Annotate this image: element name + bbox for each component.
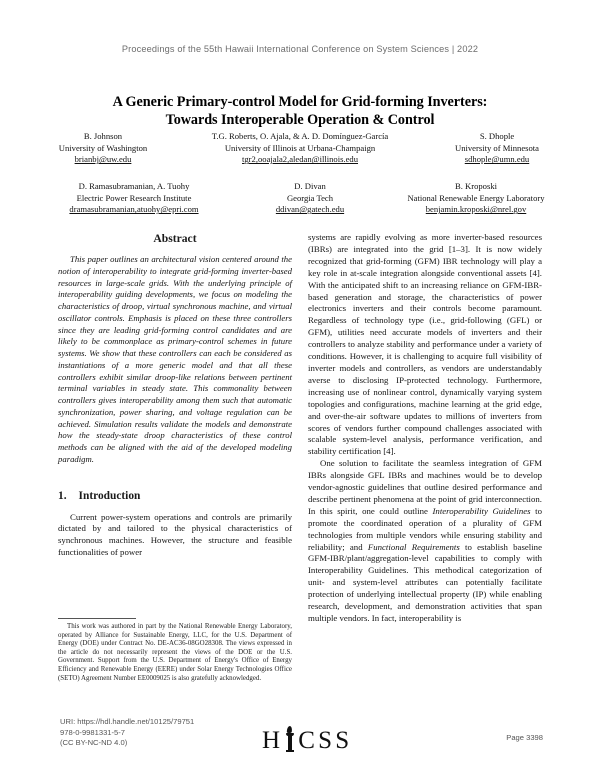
author-email[interactable]: ddivan@gatech.edu [275,204,345,215]
author-block-johnson [35,131,171,166]
footer-license: (CC BY-NC-ND 4.0) [60,738,128,748]
par2-text-a: One solution to facilitate the seamless integration of GFM IBRs alongside GFL IBRs and machines would be to develop vendor-agnostic guidelines that outline desired performance and describe pertinent phenomena at the point of grid interconnection. In this spirit, one could outline [308,458,542,516]
author-email[interactable]: tgr2,ooajala2,aledan@illinois.edu [241,154,359,165]
intro-paragraph-right-continued: systems are rapidly evolving as more inverter-based resources (IBRs) are integrated into the grid [1–3]. It is now widely recognized that grid-forming (GFM) IBR technology will play a key role in at-scale integration alongside conventional assets [4]. With the anticipated shift to an increasing reliance on GFM-IBR-based generation and storage, the characteristics of power electronics inverters and their controls become paramount. Regardless of technology type (i.e., grid-following (GFL) or GFM), utilities need accurate models of inverters and their controllers to analyze stability and performance under a variety of conditions. However, it is challenging to acquire full visibility of inverter models and controllers, as vendors are understandably averse to disclosing IP-protected technology. Furthermore, increasing use of nonlinear control, dynamically varying system topologies and configurations, machine learning at the grid edge, and over-the-air software updates to millions of inverters from scores of vendors further compound challenges associated with scalable system-level analysis, performance verification, and stability certification [4]. [308,232,542,457]
author-affiliation: Georgia Tech [286,192,334,203]
author-affiliation: Electric Power Research Institute [76,192,192,203]
hicss-logo [262,723,352,753]
introduction-heading [58,490,292,502]
author-block-epri [28,181,240,216]
author-email[interactable]: sdhople@umn.edu [464,154,530,165]
column-left [58,232,292,559]
author-block-illinois [171,131,429,166]
footnote-block [58,618,292,683]
footnote-divider [58,618,136,619]
author-name: B. Kroposki [454,181,498,191]
footer-metadata [60,717,194,749]
par2-italic-interoperability-guidelines: Interoperability Guidelines [432,505,531,516]
torch-icon [284,726,296,753]
author-name: S. Dhople [479,131,515,141]
author-affiliation: University of Minnesota [454,142,540,153]
author-email[interactable]: dramasubramanian,atuohy@epri.com [69,204,199,215]
author-email[interactable]: brianbj@uw.edu [74,154,132,165]
intro-paragraph-left: Current power-system operations and controls are primarily dictated by and tailored to the physical characteristics of synchronous machines. However, the structure and feasible functionalities of power [58,511,292,558]
par2-text-b: to promote the coordinated operation of a plurality of GFM technologies from multiple vendors while ensuring stability and reliability; and [308,505,543,552]
section-number: 1. [58,489,67,502]
hicss-logo-suffix: CSS [298,727,353,754]
author-affiliation: National Renewable Energy Laboratory [407,192,545,203]
author-row-2 [28,181,572,216]
author-block-nrel [380,181,572,216]
section-title: Introduction [78,489,141,502]
author-name: T.G. Roberts, O. Ajala, & A. D. Domínguez-García [211,131,389,141]
page-number: Page 3398 [506,733,543,742]
intro-paragraph-right-2 [308,458,542,625]
abstract-heading: Abstract [153,232,197,245]
footer-isbn: 978-0-9981331-5-7 [60,727,126,737]
author-email[interactable]: benjamin.kroposki@nrel.gov [425,204,527,215]
running-head: Proceedings of the 55th Hawaii International Conference on System Sciences | 2022 [121,44,479,54]
author-name: D. Divan [294,181,326,191]
par2-italic-functional-requirements: Functional Requirements [367,541,460,552]
title-line-1: A Generic Primary-control Model for Grid-forming Inverters: [112,94,488,110]
hicss-logo-prefix: H [262,727,284,754]
author-affiliation: University of Washington [58,142,148,153]
author-affiliation: University of Illinois at Urbana-Champaign [224,142,376,153]
footnote-text: This work was authored in part by the National Renewable Energy Laboratory, operated by Alliance for Sustainable Energy, LLC, for the U.S. Department of Energy (DOE) under Contract No. DE-AC36-08GO28308. The views expressed in the article do not necessarily represent the views of the DOE or the U.S. Government. Support from the U.S. Department of Energy's Office of Energy Efficiency and Renewable Energy (EERE) under Solar Energy Technologies Office (SETO) Agreement Number EE0009025 is also gratefully acknowledged. [58,623,292,682]
title-line-2: Towards Interoperable Operation & Control [165,111,435,128]
par2-text-c: to establish baseline GFM-IBR/plant/aggregation-level capabilities to comply with Interoperability Guidelines. This methodical categorization of unit- and system-level attributes can potentially facilitate protection of underlying intellectual property (IP) while enabling research, development, and demonstration activities that span multiple vendors. In fact, interoperability is [308,541,542,623]
author-block-divan [240,181,380,216]
author-name: D. Ramasubramanian, A. Tuohy [78,181,190,191]
author-block-dhople [429,131,565,166]
author-name: B. Johnson [83,131,123,141]
abstract-text: This paper outlines an architectural vision centered around the notion of interoperability to integrate grid-forming inverter-based resources in large-scale grids. With the underlying principle of interoperability guiding developments, we focus on modeling the characteristics of droop, virtual synchronous machine, and virtual oscillator controls. Emphasis is placed on these three controllers since they are leading grid-forming control candidates and are likely to be commonplace as primary-control schemes in future systems. We show that these controllers can each be considered as instantiations of a more generic model and that all these controllers exhibit similar droop-like relations between pertinent terminal variables in steady state. This commonality between controllers gives interoperability among them such that automatic synchronization, power sharing, and voltage regulation can be achieved. Simulation results validate the models and demonstrate how the steady-state droop characteristics of these control methods can be aligned with the aid of the developed modeling paradigm. [58,254,292,464]
page-title [52,94,548,129]
column-right [308,232,542,625]
footer-uri[interactable]: URI: https://hdl.handle.net/10125/79751 [60,717,195,726]
author-row-1 [28,131,572,166]
